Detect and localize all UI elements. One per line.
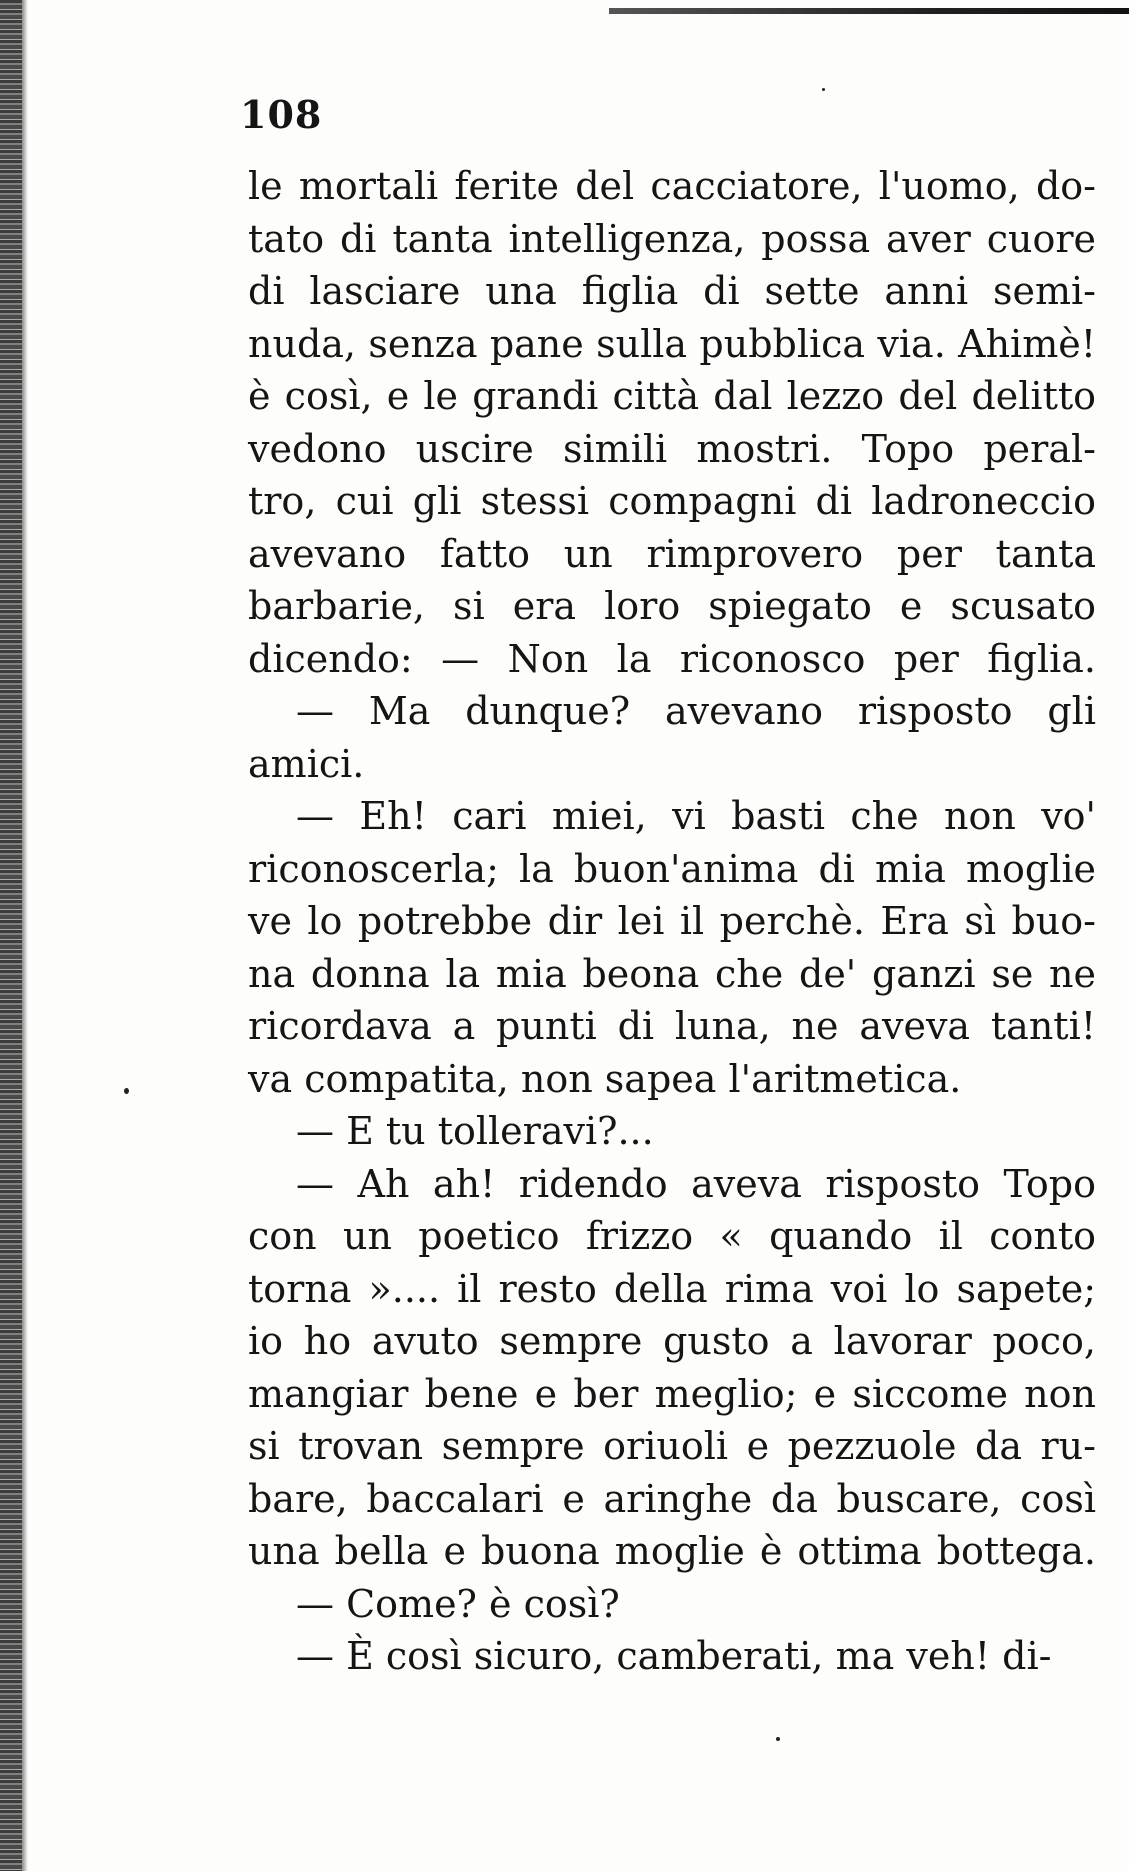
text-line: ve lo potrebbe dir lei il perchè. Era sì buo- [248, 899, 1096, 943]
text-line: na donna la mia beona che de' ganzi se ne [248, 951, 1096, 996]
text-line: con un poetico frizzo « quando il conto [248, 1214, 1096, 1258]
text-line: — È così sicuro, camberati, ma veh! di- [296, 1634, 1052, 1678]
text-line: io ho avuto sempre gusto a lavorar poco, [248, 1319, 1096, 1363]
text-line: le mortali ferite del cacciatore, l'uomo, do- [248, 164, 1096, 208]
text-line: barbarie, si era loro spiegato e scusato [248, 584, 1096, 628]
text-line: è così, e le grandi città dal lezzo del delitto [248, 374, 1096, 418]
text-line: avevano fatto un rimprovero per tanta [248, 531, 1096, 576]
text-line: bare, baccalari e aringhe da buscare, così [248, 1476, 1096, 1521]
text-line: ricordava a punti di luna, ne aveva tanti! [248, 1004, 1096, 1048]
text-line: — E tu tolleravi?... [296, 1109, 654, 1153]
body-text [248, 160, 1096, 1683]
text-line: si trovan sempre oriuoli e pezzuole da ru- [248, 1424, 1096, 1468]
text-line: dicendo: — Non la riconosco per figlia. [248, 636, 1096, 681]
text-line: — Come? è così? [296, 1581, 620, 1626]
text-line: torna ».... il resto della rima voi lo sapete; [248, 1266, 1096, 1311]
text-line: riconoscerla; la buon'anima di mia moglie [248, 846, 1096, 891]
binding-edge [0, 0, 22, 1871]
text-line: amici. [248, 741, 365, 786]
scan-speck [822, 88, 825, 91]
text-line: nuda, senza pane sulla pubblica via. Ahimè! [248, 321, 1096, 366]
text-line: mangiar bene e ber meglio; e siccome non [248, 1371, 1096, 1416]
scan-speck [124, 1088, 129, 1094]
text-line: una bella e buona moglie è ottima bottega. [248, 1529, 1096, 1573]
scan-speck [776, 1737, 780, 1741]
text-line: — Eh! cari miei, vi basti che non vo' [296, 794, 1096, 838]
text-line: — Ah ah! ridendo aveva risposto Topo [296, 1161, 1096, 1206]
text-line: — Ma dunque? avevano risposto gli [296, 689, 1096, 733]
text-line: tato di tanta intelligenza, possa aver cuore [248, 216, 1096, 261]
text-line: vedono uscire simili mostri. Topo peral- [248, 426, 1096, 471]
text-line: va compatita, non sapea l'aritmetica. [248, 1056, 962, 1101]
text-line: tro, cui gli stessi compagni di ladroneccio [248, 479, 1096, 523]
binding-shadow [22, 0, 28, 1871]
text-line: di lasciare una figlia di sette anni semi- [248, 269, 1096, 313]
page-number: 108 [240, 92, 323, 137]
top-scan-rule [609, 8, 1129, 14]
